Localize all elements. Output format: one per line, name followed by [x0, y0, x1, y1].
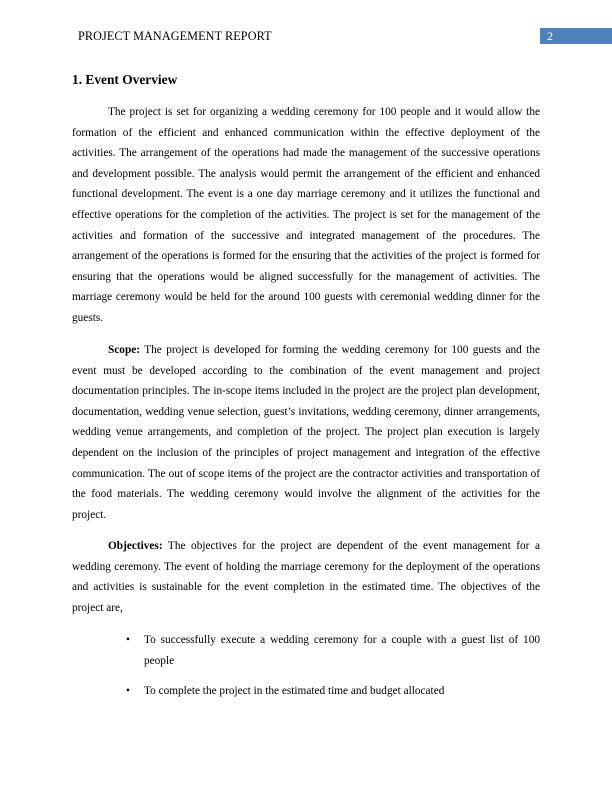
objectives-label: Objectives: [108, 540, 163, 552]
objectives-paragraph [72, 536, 540, 618]
page-number-badge: 2 [540, 28, 612, 44]
section-heading: 1. Event Overview [72, 72, 178, 87]
scope-label: Scope: [108, 344, 141, 356]
list-item-text: To complete the project in the estimated time and budget allocated [144, 685, 445, 698]
scope-text: The project is developed for forming the wedding ceremony for 100 guests and the event must be developed according to the combination of the event management and project documentation principles. The in-scope items included in the project are the project plan development, documentation, wedding venue selection, guest’s invitations, wedding ceremony, dinner arrangements, wedding venue arrangements, and completion of the project. The project plan execution is largely dependent on the inclusion of the principles of project management and integration of the effective communication. The out of scope items of the project are the contractor activities and transportation of the food materials. The wedding ceremony would involve the alignment of the activities for the project. [72, 344, 540, 521]
objectives-text: The objectives for the project are dependent of the event management for a wedding ceremony. The event of holding the marriage ceremony for the deployment of the operations and activities is sustainable for the event completion in the estimated time. The objectives of the project are, [72, 540, 540, 614]
bullet-dot-icon: • [126, 685, 130, 698]
overview-paragraph: The project is set for organizing a wedding ceremony for 100 people and it would allow the formation of the efficient and enhanced communication within the effective deployment of the activities. The arrangement of the operations had made the management of the successive operations and development possible. The analysis would permit the arrangement of the efficient and enhanced functional development. The event is a one day marriage ceremony and it utilizes the functional and effective operations for the completion of the activities. The project is set for the management of the activities and formation of the successive and integrated management of the procedures. The arrangement of the operations is formed for the ensuring that the activities of the project is formed for ensuring that the operations would be aligned successfully for the management of activities. The marriage ceremony would be held for the around 100 guests with ceremonial wedding dinner for the guests. [72, 106, 540, 324]
list-item [126, 630, 540, 671]
scope-paragraph [72, 340, 540, 525]
list-item-text: To successfully execute a wedding ceremony for a couple with a guest list of 100 people [144, 634, 540, 667]
list-item [126, 681, 540, 702]
bullet-dot-icon: • [126, 634, 130, 646]
objectives-list [126, 630, 540, 712]
header-title: PROJECT MANAGEMENT REPORT [78, 29, 272, 43]
